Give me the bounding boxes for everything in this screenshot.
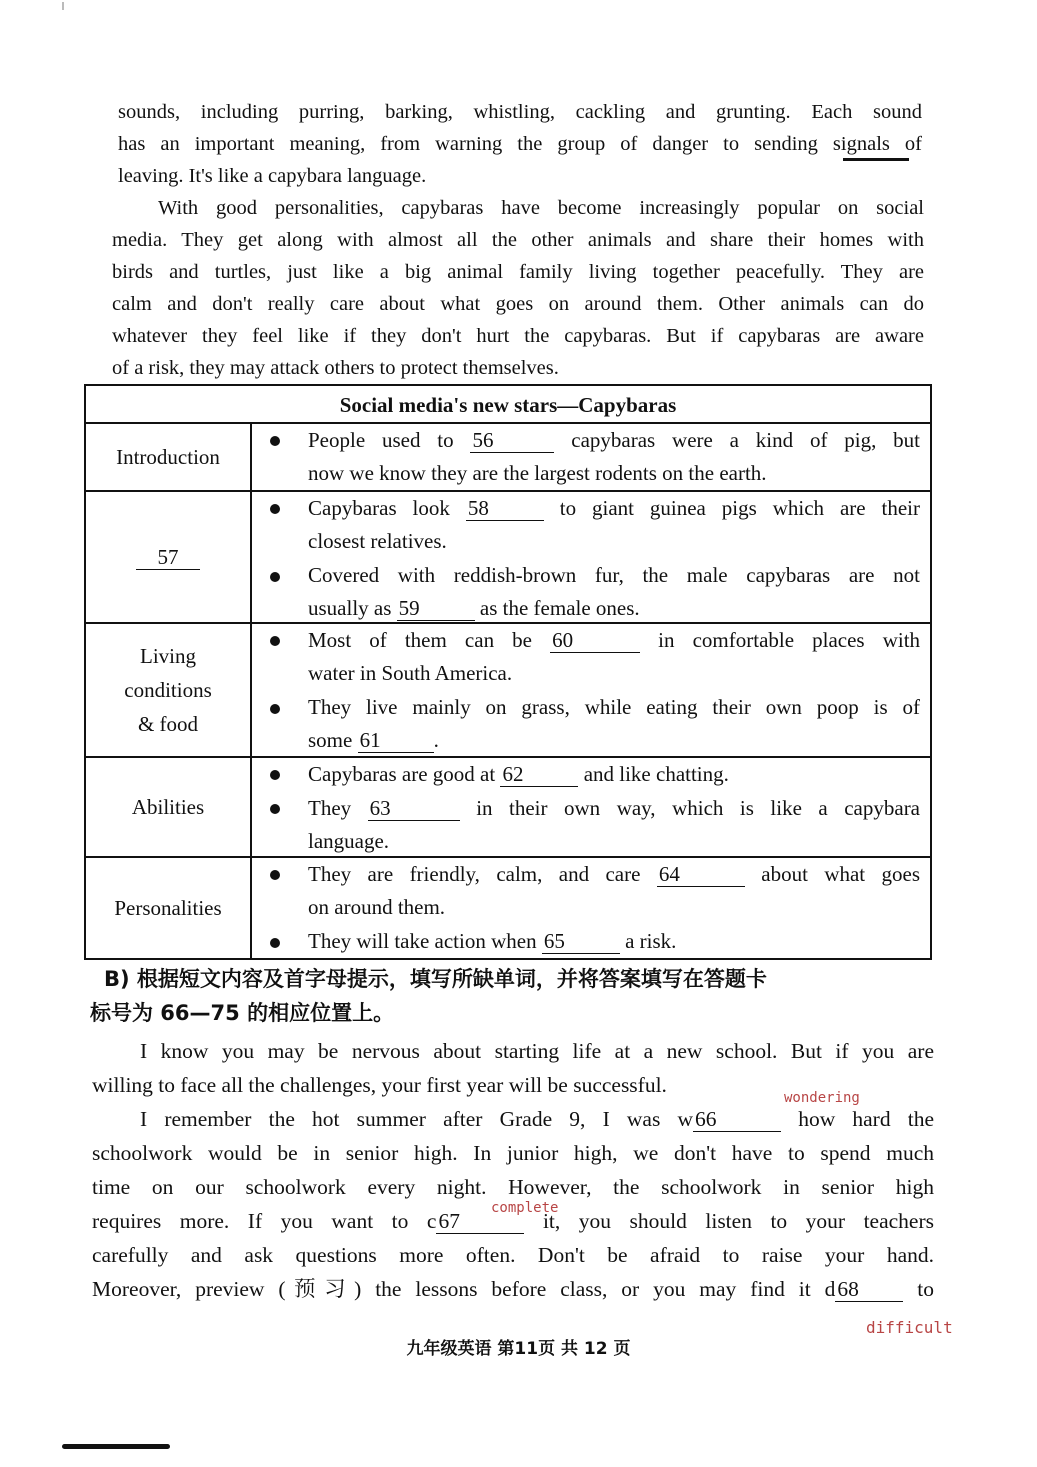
list-item [308, 691, 920, 757]
blank-58: 58 [466, 496, 544, 521]
list-item [308, 858, 920, 924]
bullet-icon [270, 770, 280, 780]
row-label-line: & food [137, 712, 199, 736]
bullet-icon [270, 704, 280, 714]
item-text: They will take action when [308, 929, 537, 953]
item-text: water in South America. [308, 661, 513, 685]
table-row-living-conditions [86, 624, 930, 758]
row-label [86, 624, 252, 756]
blank-60: 60 [550, 628, 640, 653]
text-line: leaving. It's like a capybara language. [118, 165, 427, 187]
scan-smudge [62, 1444, 170, 1449]
text-line: has an important meaning, from warning the group of danger to sending signals of [118, 133, 922, 155]
text-line: requires more. If you want to c [92, 1209, 437, 1233]
bullet-icon [270, 504, 280, 514]
table-row-57 [86, 492, 930, 624]
passage-paragraph [118, 96, 922, 192]
item-text: as the female ones. [479, 596, 640, 620]
table-row-personalities [86, 858, 930, 958]
bullet-icon [270, 436, 280, 446]
instruction-line: B) 根据短文内容及首字母提示，填写所缺单词，并将答案填写在答题卡 [104, 967, 767, 991]
text-line: schoolwork would be in senior high. In junior high, we don't have to spend much [92, 1141, 934, 1165]
blank-65: 65 [542, 929, 620, 954]
passage-paragraph [112, 192, 924, 384]
item-text: They [308, 796, 352, 820]
list-item [308, 792, 920, 858]
item-text: now we know they are the largest rodents on the earth. [308, 461, 767, 485]
text-line: to [917, 1277, 935, 1301]
blank-57: 57 [136, 545, 200, 570]
item-text: They are friendly, calm, and care [308, 862, 641, 886]
row-label: Introduction [86, 424, 252, 490]
list-item [308, 492, 920, 558]
blank-59: 59 [397, 596, 475, 621]
row-body [252, 624, 930, 756]
bullet-icon [270, 636, 280, 646]
summary-table [84, 384, 932, 960]
item-text: to giant guinea pigs which are their [559, 496, 920, 520]
item-text: in their own way, which is like a capybara [476, 796, 921, 820]
scan-mark [62, 2, 64, 10]
row-label-line: conditions [124, 678, 212, 702]
bullet-icon [270, 938, 280, 948]
blank-66: 66 [693, 1107, 781, 1132]
row-label-line: Living [140, 644, 196, 668]
item-text: capybaras were a kind of pig, but [571, 428, 921, 452]
text-line: I remember the hot summer after Grade 9, I was w [140, 1107, 694, 1131]
text-line: it, you should listen to your teachers [542, 1209, 935, 1233]
blank-68: 68 [835, 1277, 903, 1302]
row-label [86, 492, 252, 622]
list-item [308, 758, 920, 791]
list-item [308, 424, 920, 490]
list-item [308, 624, 920, 690]
row-body [252, 424, 930, 490]
answer-annotation-67: complete [491, 1200, 559, 1216]
bullet-icon [270, 870, 280, 880]
blank-63: 63 [368, 796, 460, 821]
text-line: of a risk, they may attack others to protect themselves. [112, 357, 559, 379]
text-line: calm and don't really care about what goes on around them. Other animals can do [112, 293, 924, 315]
blank-61: 61 [358, 728, 434, 753]
item-text: . [433, 728, 439, 752]
row-body [252, 758, 930, 856]
list-item [308, 559, 920, 625]
page-footer: 九年级英语 第11页 共 12 页 [406, 1339, 631, 1359]
answer-annotation-68: difficult [866, 1318, 953, 1337]
row-body [252, 492, 930, 622]
item-text: Most of them can be [308, 628, 532, 652]
blank-62: 62 [500, 762, 578, 787]
text-line: willing to face all the challenges, your first year will be successful. [92, 1073, 667, 1097]
item-text: some [308, 728, 353, 752]
item-text: They live mainly on grass, while eating their own poop is of [308, 695, 920, 719]
item-text: closest relatives. [308, 529, 447, 553]
answer-annotation-66: wondering [784, 1090, 860, 1106]
row-label: Personalities [86, 858, 252, 958]
text-line: With good personalities, capybaras have become increasingly popular on social [158, 197, 924, 219]
text-line: how hard the [798, 1107, 934, 1131]
table-row-abilities [86, 758, 930, 858]
pen-underline [843, 158, 909, 161]
text-line: I know you may be nervous about starting life at a new school. But if you are [140, 1039, 934, 1063]
text-line: time on our schoolwork every night. However, the schoolwork in senior high [92, 1175, 934, 1199]
blank-64: 64 [657, 862, 745, 887]
item-text: language. [308, 829, 390, 853]
row-body [252, 858, 930, 958]
item-text: a risk. [625, 929, 677, 953]
item-text: Covered with reddish-brown fur, the male capybaras are not [308, 563, 920, 587]
text-line: birds and turtles, just like a big animal family living together peacefully. They are [112, 261, 924, 283]
item-text: about what goes [761, 862, 921, 886]
row-label: Abilities [86, 758, 252, 856]
text-line: carefully and ask questions more often. Don't be afraid to raise your hand. [92, 1243, 934, 1267]
text-line: media. They get along with almost all the other animals and share their homes with [112, 229, 924, 251]
table-row-introduction [86, 424, 930, 492]
section-b-instructions [90, 962, 934, 1030]
blank-56: 56 [470, 428, 554, 453]
bullet-icon [270, 572, 280, 582]
bullet-icon [270, 804, 280, 814]
text-line: whatever they feel like if they don't hurt the capybaras. But if capybaras are aware [112, 325, 924, 347]
item-text: on around them. [308, 895, 446, 919]
list-item [308, 925, 920, 958]
item-text: in comfortable places with [658, 628, 921, 652]
text-line: sounds, including purring, barking, whistling, cackling and grunting. Each sound [118, 101, 922, 123]
instruction-line: 标号为 66—75 的相应位置上。 [90, 1001, 395, 1025]
item-text: Capybaras look [308, 496, 450, 520]
passage-b [92, 1034, 934, 1306]
item-text: usually as [308, 596, 392, 620]
text-line: Moreover, preview (预习) the lessons before class, or you may find it d [92, 1277, 836, 1301]
blank-67: 67 [436, 1209, 524, 1234]
item-text: People used to [308, 428, 454, 452]
item-text: Capybaras are good at [308, 762, 496, 786]
table-title: Social media's new stars—Capybaras [86, 386, 930, 424]
item-text: and like chatting. [583, 762, 729, 786]
